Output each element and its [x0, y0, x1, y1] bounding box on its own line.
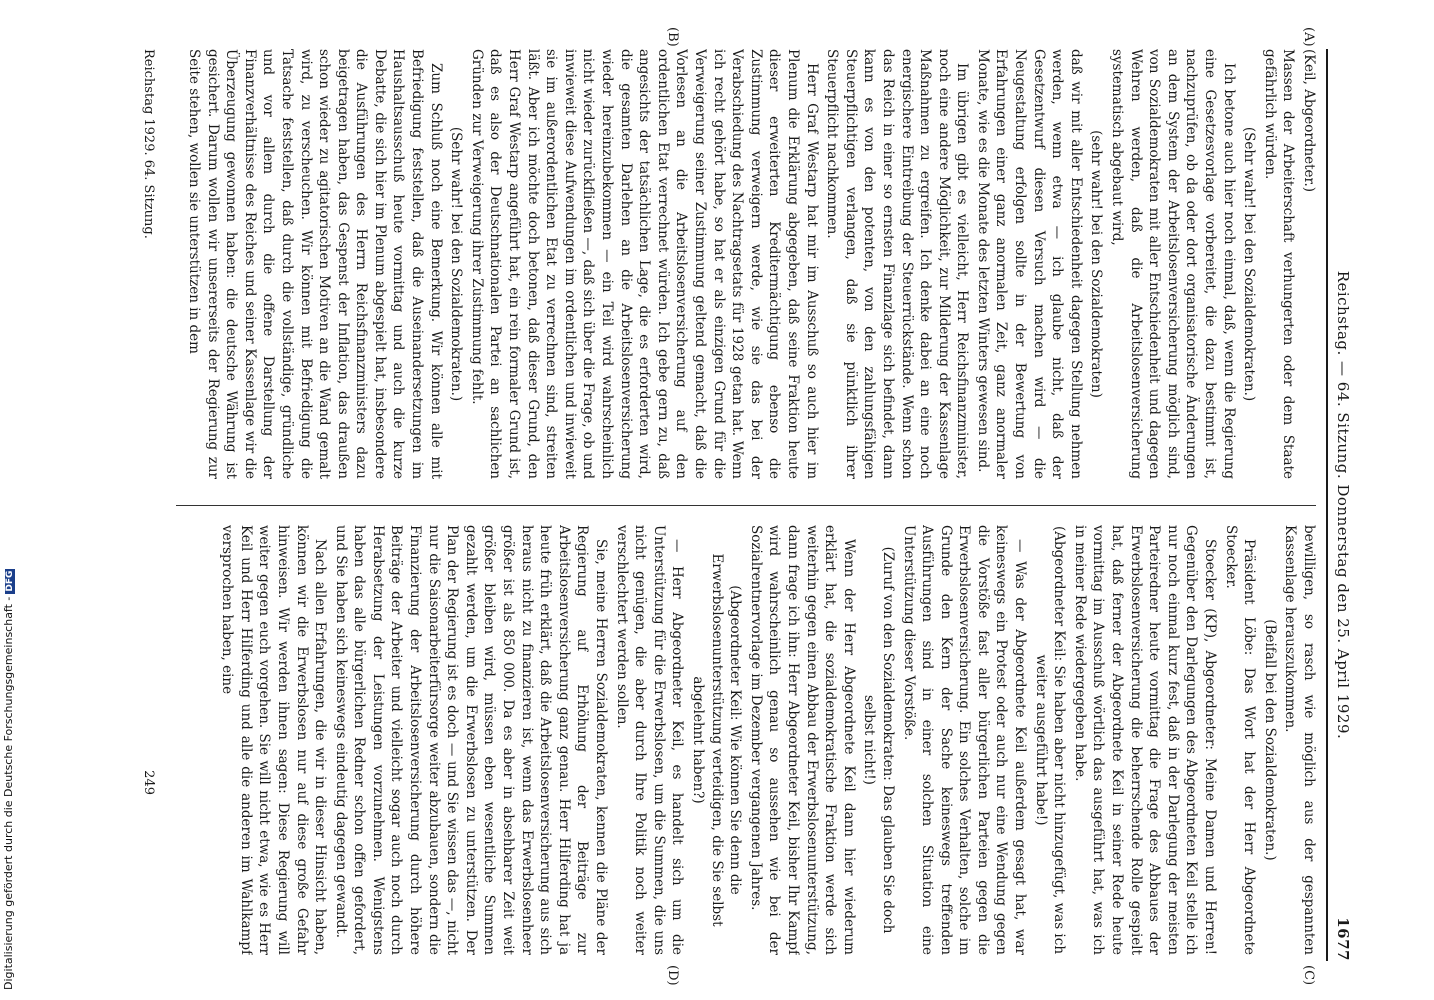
column-one [168, 49, 1318, 479]
paragraph: (sehr wahr! bei den Sozialdemokraten) [1088, 130, 1105, 398]
margin-marker-d: (D) [665, 965, 680, 986]
paragraph: daß wir mit aller Entschiedenheit dagegen Stellung nehmen werden, wenn etwa — ich glaube nicht, daß der Gesetzentwurf diesen Versuch machen wird — die Neugestaltung erfolgen sollte in der Bewertung von Erfahrungen einer ganz anormalen Zeit, ganz anormaler Monate, wie es die Monate des letzten Winters gewesen sind. [974, 49, 1084, 479]
credit-text: Digitalisierung gefördert durch die Deutsche Forschungsgemeinschaft - [2, 596, 15, 990]
dfg-logo: DFG [5, 570, 15, 592]
paragraph: (Beifall bei den Sozialdemokraten.) [1261, 619, 1278, 861]
paragraph: (Sehr wahr! bei den Sozialdemokraten.) [1241, 126, 1258, 402]
paragraph: Sie, meine Herren Sozialdemokraten, kennen die Pläne der Regierung auf Erhöhung der Beiträge zur Arbeitslosenversicherung ganz genau. Herr Hilferding hat ja heute früh erklärt, daß die Arbeitslosenversicherung aus sich heraus nicht zu finanzieren ist, wenn das Erwerbslosenheer größer ist als 850 000. Da es aber in absehbarer Zeit weit größer bleiben wird, müssen eben wesentliche Summen gezahlt werden, um die Erwerbslosen zu unterstützen. Der Plan der Regierung ist es doch — und Sie wissen das —, nicht nur die Saisonarbeiterfürsorge weiter abzubauen, sondern die Finanzierung der Arbeitslosenversicherung durch höhere Beiträge der Arbeiter und vielleicht sogar auch noch durch Herabsetzung der Leistungen vorzunehmen. Wenigstens haben das alle bürgerlichen Redner schon offen gefordert, und Sie haben sich keineswegs eindeutig dagegen gewandt. [332, 525, 610, 955]
paragraph: (Zuruf von den Sozialdemokraten: Das glauben Sie doch selbst nicht!) [861, 546, 896, 934]
footer-sheet-number: 249 [141, 770, 156, 795]
paragraph: bewilligen, so rasch wie möglich aus der gespannten Kassenlage herauszukommen. [1282, 525, 1317, 955]
paragraph: (Keil, Abgeordneter.) [1301, 49, 1317, 193]
paragraph: — Was der Abgeordnete Keil außerdem gesagt hat, war keineswegs ein Protest oder auch nur eine Wendung gegen die Vorstöße fast aller bürgerlichen Parteien gegen die Erwerbslosenversicherung. Ein solches Verhalten, solche im Grunde den Kern der Sache keineswegs treffenden Ausführungen sind in einer solchen Situation eine Unterstützung dieser Vorstöße. [900, 525, 1029, 955]
paragraph: (Abgeordneter Keil: Sie haben aber nicht hinzugefügt, was ich weiter ausgeführt habe!) [1032, 525, 1068, 955]
margin-marker-a: (A) [1301, 27, 1316, 47]
margin-marker-c: (C) [1301, 965, 1316, 986]
paragraph: Wenn der Herr Abgeordnete Keil dann hier wiederum erklärt hat, die sozialdemokratische Fraktion werde sich weiterhin gegen einen Abbau der Erwerbslosenunterstützung, dann frage ich ihn: Herr Abgeordneter Keil, bisher Ihr Kampf wird wahrscheinlich genau so aussehen wie bei der Sozialrentnervorlage im Dezember vergangenen Jahres. [747, 525, 857, 955]
page-number: 1677 [1334, 917, 1352, 961]
paragraph: Im übrigen gibt es vielleicht, Herr Reichsfinanzminister, noch eine andere Möglichkeit, zur Milderung der Kassenlage Maßnahmen zu ergreifen. Ich denke dabei an eine noch energischere Eintreibung der Steuerrückstände. Wenn schon das Reich in einer so ernsten Finanzlage sich befindet, dann kann es von den potenten, von den zahlungsfähigen Steuerpflichtigen verlangen, daß sie pünktlich ihrer Steuerpflicht nachkommen. [824, 49, 971, 479]
paragraph: Herr Graf Westarp hat mir im Ausschuß so auch hier im Plenum die Erklärung abgegeben, daß seine Fraktion heute dieser erweiterten Kreditermächtigung ebenso die Zustimmung verweigern werde, wie sie das bei der Verabschiedung des Nachtragsetats für 1928 getan hat. Wenn ich recht gehört habe, so hat er als einzigen Grund für die Verweigerung seiner Zustimmung geltend gemacht, daß die Vorlesen an die Arbeitslosenversicherung auf den ordentlichen Etat verrechnet würden. Ich gebe gern zu, daß angesichts der tatsächlichen Lage, die es erforderten wird, die gesamten Darlehen an die Arbeitslosenversicherung wieder hereinzubekommen — ein Teil wird wahrscheinlich nicht wieder zurückfließen —, daß sich über die Frage, ob und inwieweit diese Aufwendungen im ordentlichen und inwieweit sie im außerordentlichen Etat zu verrechnen sind, streiten läßt. Aber ich möchte doch betonen, daß dieser Grund, den Herr Graf Westarp angeführt hat, ein rein formaler Grund ist, daß es also der Deutschnationalen Partei an sachlichen Gründen zur Verweigerung ihrer Zustimmung fehlt. [468, 49, 820, 479]
paragraph: Zum Schluß noch eine Bemerkung. Wir können alle mit Befriedigung feststellen, daß die Auseinandersetzungen im Haushaltsausschuß heute vormittag und auch die kurze Debatte, die sich hier im Plenum abgespielt hat, insbesondere die Ausführungen des Herrn Reichsfinanzministers dazu beigetragen haben, das Gespenst der Inflation, das draußen schon wieder zu agitatorischen Motiven an die Wand gemalt wird, zu verscheuchen. Wir können mit Befriedigung die Tatsache feststellen, daß durch die vollständige, gründliche und vor allem durch die offene Darstellung der Finanzverhältnisse des Reiches und seiner Kassenlage wir die Überzeugung gewonnen haben: die deutsche Währung ist gesichert. Darum wollen wir unsererseits der Regierung zur Seite stehen, wollen sie unterstützen in dem [185, 49, 444, 479]
paragraph: (Sehr wahr! bei den Sozialdemokraten.) [448, 126, 465, 402]
document-page [90, 25, 1360, 985]
column-two [168, 525, 1318, 955]
paragraph: Nach allen Erfahrungen, die wir in dieser Hinsicht haben, können wir die Erwerbslosen nur auf diese große Gefahr hinweisen. Wir werden ihnen sagen: Diese Regierung will weiter gegen euch vorgehen. Sie will nicht etwa, wie es Herr Keil und Herr Hilferding und alle die anderen im Wahlkampf versprochen haben, eine [219, 525, 329, 955]
paragraph: Stoecker (KP), Abgeordneter: Meine Damen und Herren! Gegenüber den Darlegungen des Abgeordneten Keil stelle ich nur noch einmal kurz fest, daß in der Darlegung der meisten Parteiredner heute vormittag die Frage des Abbaues der Erwerbslosenversicherung die beherrschende Rolle gespielt hat, daß ferner der Abgeordnete Keil in seiner Rede heute vormittag im Ausschuß wörtlich das ausgeführt hat, was ich in meiner Rede wiedergegeben habe. [1071, 525, 1219, 955]
paragraph: Massen der Arbeiterschaft verhungerten oder dem Staate gefährlich würden. [1261, 49, 1297, 479]
paragraph: Präsident Löbe: Das Wort hat der Herr Abgeordnete Stoecker. [1222, 525, 1258, 955]
paragraph: Ich betone auch hier noch einmal, daß, wenn die Regierung eine Gesetzesvorlage vorbereitet, die dazu bestimmt ist, nachzuprüfen, ob da oder dort organisatorische Änderungen an dem System der Arbeitslosenversicherung möglich sind, von Sozialdemokraten mit aller Entschiedenheit und dagegen Wehren werden, daß die Arbeitslosenversicherung systematisch abgebaut wird, [1109, 49, 1237, 479]
page-header [1326, 49, 1354, 961]
column-divider [176, 505, 1316, 506]
header-title: Reichstag. — 64. Sitzung. Donnerstag den 25. April 1929. [1334, 270, 1352, 740]
digitization-credit [2, 570, 22, 990]
margin-marker-b: (B) [665, 27, 680, 47]
paragraph: — Herr Abgeordneter Keil, es handelt sich um die Unterstützung für die Erwerbslosen, um die Summen, die uns nicht genügen, die aber durch Ihre Politik noch weiter verschlechtert werden sollen. [613, 525, 686, 955]
footer-session: Reichstag 1929. 64. Sitzung. [141, 49, 156, 239]
paragraph: (Abgeordneter Keil: Wie können Sie denn die Erwerbslosenunterstützung verteidigen, die Sie selbst abgelehnt haben?) [690, 553, 744, 927]
